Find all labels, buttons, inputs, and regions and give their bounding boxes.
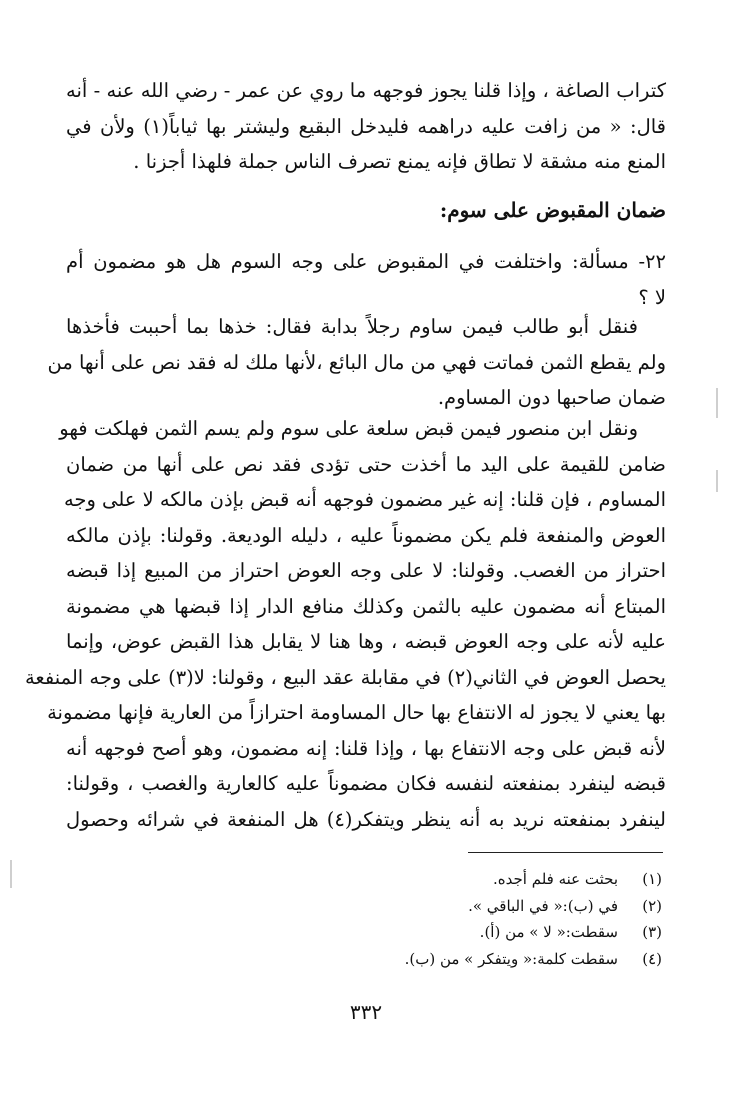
text-line: يحصل العوض في الثاني(٢) في مقابلة عقد البيع ، وقولنا: لا(٣) على وجه المنفعة — [24, 665, 666, 689]
text-line: المبتاع أنه مضمون عليه بالثمن وكذلك منافع الدار إذا قبضها هي مضمونة — [66, 594, 666, 618]
text-line: احتراز من الغصب. وقولنا: لا على وجه العوض احتراز من المبيع إذا قبضه — [66, 559, 666, 582]
text-line: لينفرد بمنفعته نريد به أنه ينظر ويتفكر(٤) هل المنفعة في شرائه وحصول — [66, 807, 666, 831]
footnote — [300, 866, 662, 893]
footnote-text: سقطت كلمة:« ويتفكر » من (ب). — [404, 949, 618, 968]
text-line: قال: « من زافت عليه دراهمه فليدخل البقيع وليشتر بها ثياباً(١) ولأن في — [66, 114, 667, 138]
footnote-text: في (ب):« في الباقي ». — [468, 896, 618, 915]
section-heading: ضمان المقبوض على سوم: — [439, 198, 666, 222]
text-line: ولم يقطع الثمن فماتت فهي من مال البائع ،لأنها ملك له فقد نص على أنها من — [47, 350, 666, 374]
text-line: ضمان صاحبها دون المساوم. — [437, 386, 666, 409]
footnote — [300, 946, 662, 973]
footnotes — [300, 866, 662, 972]
scan-edge-mark — [10, 860, 12, 888]
text-line: ٢٢- مسألة: واختلفت في المقبوض على وجه السوم هل هو مضمون أم — [66, 250, 666, 273]
page-number: ٣٣٢ — [349, 1000, 383, 1024]
paragraph-abu-talib — [47, 309, 666, 416]
text-line: لأنه قبض على وجه الانتفاع بها ، وإذا قلنا: إنه مضمون، وهو أصح فوجهه أنه — [66, 736, 666, 760]
text-line: العوض والمنفعة فلم يكن مضموناً عليه ، دليله الوديعة. وقولنا: بإذن مالكه — [66, 523, 666, 547]
text-line: المنع منه مشقة لا تطاق فإنه يمنع تصرف الناس جملة فلهذا أجزنا . — [133, 150, 666, 173]
footnote — [300, 919, 662, 946]
text-line: عليه لأنه على وجه العوض قبضه ، وها هنا لا يقابل هذا القبض عوض، وإنما — [66, 630, 666, 653]
paragraph-ibn-mansur — [24, 411, 666, 837]
footnote-number: (٣) — [642, 923, 662, 941]
text-line: بها يعني لا يجوز له الانتفاع بها حال المساومة احترازاً من العارية فإنها مضمونة — [47, 701, 666, 724]
text-line: فنقل أبو طالب فيمن ساوم رجلاً بدابة فقال: خذها بما أحببت فأخذها — [66, 315, 638, 338]
scan-edge-mark — [716, 470, 718, 492]
footnote — [300, 893, 662, 920]
footnote-separator — [468, 852, 663, 853]
text-line: ونقل ابن منصور فيمن قبض سلعة على سوم ولم يسم الثمن فهلكت فهو — [59, 417, 638, 440]
footnote-text: بحثت عنه فلم أجده. — [493, 870, 618, 888]
text-line: قبضه لينفرد بمنفعته لنفسه فكان مضموناً عليه كالعارية والغصب ، وقولنا: — [66, 772, 666, 795]
paragraph-intro — [66, 73, 666, 180]
text-line: المساوم ، فإن قلنا: إنه غير مضمون فوجهه أنه قبض بإذن مالكه لا على وجه — [63, 488, 666, 511]
text-line: لا ؟ — [638, 285, 666, 309]
footnote-text: سقطت:« لا » من (أ). — [479, 923, 618, 941]
text-line: ضامن للقيمة على اليد ما أخذت حتى تؤدى فقد نص على أنها من ضمان — [66, 452, 666, 476]
footnote-number: (٤) — [642, 949, 662, 968]
scan-edge-mark — [716, 388, 718, 418]
footnote-number: (٢) — [642, 896, 662, 915]
paragraph-masala — [66, 244, 666, 315]
text-line: كتراب الصاغة ، وإذا قلنا يجوز فوجهه ما روي عن عمر - رضي الله عنه - أنه — [66, 79, 666, 102]
footnote-number: (١) — [642, 870, 662, 888]
